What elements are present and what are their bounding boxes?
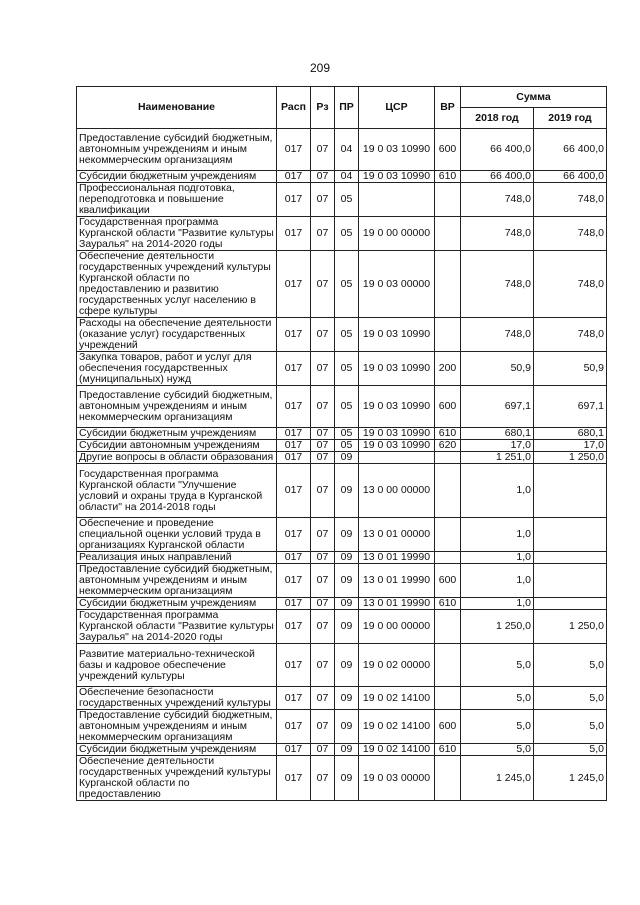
row-name: Развитие материально-технической базы и кадровое обеспечение учреждений культуры (77, 644, 277, 687)
row-2019: 680,1 (534, 428, 607, 440)
row-2018: 748,0 (461, 183, 534, 217)
header-csr: ЦСР (359, 87, 435, 129)
row-rz: 07 (311, 564, 335, 598)
row-rasp: 017 (277, 564, 311, 598)
row-name: Реализация иных направлений (77, 552, 277, 564)
row-name: Субсидии бюджетным учреждениям (77, 428, 277, 440)
row-pr: 05 (335, 386, 359, 428)
row-name: Расходы на обеспечение деятельности (оказание услуг) государственных учреждений (77, 318, 277, 352)
row-csr: 19 0 03 10990 (359, 129, 435, 171)
row-2018: 1 250,0 (461, 610, 534, 644)
row-pr: 09 (335, 744, 359, 756)
row-pr: 09 (335, 598, 359, 610)
row-2019 (534, 552, 607, 564)
row-pr: 09 (335, 518, 359, 552)
table-row (77, 440, 607, 452)
row-rasp: 017 (277, 756, 311, 801)
row-2019: 5,0 (534, 687, 607, 710)
row-name: Профессиональная подготовка, переподготовка и повышение квалификации (77, 183, 277, 217)
row-rasp: 017 (277, 744, 311, 756)
row-name: Обеспечение и проведение специальной оценки условий труда в организациях Курганской области (77, 518, 277, 552)
row-name: Другие вопросы в области образования (77, 452, 277, 464)
row-2018: 748,0 (461, 251, 534, 318)
row-2018: 5,0 (461, 710, 534, 744)
table-row (77, 251, 607, 318)
row-name: Предоставление субсидий бюджетным, автономным учреждениям и иным некоммерческим организациям (77, 564, 277, 598)
row-csr (359, 183, 435, 217)
row-pr: 05 (335, 318, 359, 352)
row-pr: 09 (335, 687, 359, 710)
row-vr: 610 (435, 744, 461, 756)
row-2018: 5,0 (461, 744, 534, 756)
table-row (77, 756, 607, 801)
row-rz: 07 (311, 610, 335, 644)
row-name: Субсидии автономным учреждениям (77, 440, 277, 452)
table-row (77, 564, 607, 598)
row-vr: 620 (435, 440, 461, 452)
row-csr: 13 0 01 19990 (359, 564, 435, 598)
row-2018: 748,0 (461, 217, 534, 251)
row-csr: 19 0 02 14100 (359, 744, 435, 756)
row-rz: 07 (311, 552, 335, 564)
header-2019: 2019 год (534, 108, 607, 129)
row-pr: 09 (335, 552, 359, 564)
row-rz: 07 (311, 251, 335, 318)
row-2019: 1 250,0 (534, 452, 607, 464)
row-vr (435, 183, 461, 217)
row-rz: 07 (311, 217, 335, 251)
row-vr (435, 756, 461, 801)
row-pr: 05 (335, 183, 359, 217)
table-row (77, 710, 607, 744)
row-csr: 19 0 03 10990 (359, 352, 435, 386)
table-row (77, 744, 607, 756)
row-rz: 07 (311, 318, 335, 352)
row-pr: 09 (335, 464, 359, 518)
row-name: Предоставление субсидий бюджетным, автономным учреждениям и иным некоммерческим организациям (77, 129, 277, 171)
row-vr: 600 (435, 129, 461, 171)
row-rasp: 017 (277, 644, 311, 687)
row-vr (435, 217, 461, 251)
table-row (77, 518, 607, 552)
header-rz: Рз (311, 87, 335, 129)
table-row (77, 552, 607, 564)
row-rasp: 017 (277, 251, 311, 318)
row-pr: 09 (335, 644, 359, 687)
row-rasp: 017 (277, 518, 311, 552)
row-csr: 19 0 02 14100 (359, 710, 435, 744)
row-name: Субсидии бюджетным учреждениям (77, 598, 277, 610)
header-sum: Сумма (461, 87, 607, 108)
table-row (77, 217, 607, 251)
row-csr: 19 0 03 10990 (359, 386, 435, 428)
row-2018: 50,9 (461, 352, 534, 386)
row-2018: 1 245,0 (461, 756, 534, 801)
row-2019: 17,0 (534, 440, 607, 452)
row-csr (359, 452, 435, 464)
row-rz: 07 (311, 598, 335, 610)
row-vr: 200 (435, 352, 461, 386)
row-2019 (534, 518, 607, 552)
row-vr (435, 610, 461, 644)
row-2018: 697,1 (461, 386, 534, 428)
table-row (77, 464, 607, 518)
row-rasp: 017 (277, 386, 311, 428)
row-rasp: 017 (277, 183, 311, 217)
row-rz: 07 (311, 518, 335, 552)
row-pr: 05 (335, 217, 359, 251)
table-row (77, 352, 607, 386)
row-rasp: 017 (277, 598, 311, 610)
row-csr: 19 0 03 10990 (359, 171, 435, 183)
row-rz: 07 (311, 710, 335, 744)
row-2019: 748,0 (534, 183, 607, 217)
row-csr: 19 0 02 00000 (359, 644, 435, 687)
row-rasp: 017 (277, 352, 311, 386)
row-rasp: 017 (277, 217, 311, 251)
row-rz: 07 (311, 744, 335, 756)
row-rasp: 017 (277, 710, 311, 744)
row-pr: 05 (335, 428, 359, 440)
header-pr: ПР (335, 87, 359, 129)
row-name: Предоставление субсидий бюджетным, автономным учреждениям и иным некоммерческим организациям (77, 386, 277, 428)
row-2019: 748,0 (534, 251, 607, 318)
header-name: Наименование (77, 87, 277, 129)
row-vr (435, 318, 461, 352)
row-rasp: 017 (277, 318, 311, 352)
table-row (77, 687, 607, 710)
table-row (77, 428, 607, 440)
row-2019: 5,0 (534, 710, 607, 744)
row-rasp: 017 (277, 552, 311, 564)
row-csr: 19 0 03 00000 (359, 251, 435, 318)
row-csr: 19 0 03 10990 (359, 318, 435, 352)
row-2019 (534, 598, 607, 610)
row-rasp: 017 (277, 171, 311, 183)
row-rz: 07 (311, 756, 335, 801)
row-csr: 19 0 03 00000 (359, 756, 435, 801)
row-vr (435, 518, 461, 552)
row-csr: 19 0 02 14100 (359, 687, 435, 710)
row-2019: 50,9 (534, 352, 607, 386)
row-name: Государственная программа Курганской области "Развитие культуры Зауралья" на 2014-2020 годы (77, 217, 277, 251)
row-name: Государственная программа Курганской области "Улучшение условий и охраны труда в Курганской области" на 2014-2018 годы (77, 464, 277, 518)
row-csr: 13 0 01 19990 (359, 552, 435, 564)
row-vr: 610 (435, 428, 461, 440)
row-name: Закупка товаров, работ и услуг для обеспечения государственных (муниципальных) нужд (77, 352, 277, 386)
table-row (77, 386, 607, 428)
row-2018: 1,0 (461, 518, 534, 552)
row-csr: 13 0 01 00000 (359, 518, 435, 552)
row-name: Обеспечение деятельности государственных учреждений культуры Курганской области по предоставлению (77, 756, 277, 801)
row-vr (435, 687, 461, 710)
row-csr: 19 0 03 10990 (359, 428, 435, 440)
row-2019: 1 250,0 (534, 610, 607, 644)
row-csr: 13 0 00 00000 (359, 464, 435, 518)
row-rasp: 017 (277, 610, 311, 644)
header-row (77, 87, 607, 108)
table-row (77, 318, 607, 352)
row-2018: 1,0 (461, 464, 534, 518)
row-name: Субсидии бюджетным учреждениям (77, 171, 277, 183)
row-rz: 07 (311, 183, 335, 217)
row-name: Обеспечение безопасности государственных учреждений культуры (77, 687, 277, 710)
row-2018: 1,0 (461, 598, 534, 610)
row-rz: 07 (311, 129, 335, 171)
row-csr: 19 0 00 00000 (359, 217, 435, 251)
row-rz: 07 (311, 352, 335, 386)
page-number: 209 (309, 61, 331, 75)
row-pr: 05 (335, 251, 359, 318)
row-2019: 66 400,0 (534, 171, 607, 183)
row-2018: 1 251,0 (461, 452, 534, 464)
row-2018: 17,0 (461, 440, 534, 452)
row-vr: 610 (435, 598, 461, 610)
table-row (77, 171, 607, 183)
row-pr: 09 (335, 710, 359, 744)
row-rz: 07 (311, 171, 335, 183)
row-pr: 05 (335, 352, 359, 386)
row-pr: 09 (335, 756, 359, 801)
row-2019 (534, 564, 607, 598)
row-2018: 748,0 (461, 318, 534, 352)
row-2019: 66 400,0 (534, 129, 607, 171)
row-vr: 600 (435, 564, 461, 598)
row-2018: 680,1 (461, 428, 534, 440)
row-2019: 5,0 (534, 644, 607, 687)
row-rz: 07 (311, 687, 335, 710)
row-2018: 1,0 (461, 552, 534, 564)
row-csr: 19 0 00 00000 (359, 610, 435, 644)
row-2019: 5,0 (534, 744, 607, 756)
row-2019: 748,0 (534, 217, 607, 251)
row-2019: 697,1 (534, 386, 607, 428)
row-name: Предоставление субсидий бюджетным, автономным учреждениям и иным некоммерческим организациям (77, 710, 277, 744)
row-pr: 04 (335, 171, 359, 183)
row-name: Обеспечение деятельности государственных учреждений культуры Курганской области по предоставлению и развитию государственных услуг населению в сфере культуры (77, 251, 277, 318)
row-rasp: 017 (277, 428, 311, 440)
budget-table (76, 86, 607, 801)
header-2018: 2018 год (461, 108, 534, 129)
row-csr: 19 0 03 10990 (359, 440, 435, 452)
row-rz: 07 (311, 440, 335, 452)
header-vr: ВР (435, 87, 461, 129)
row-pr: 04 (335, 129, 359, 171)
row-vr: 600 (435, 386, 461, 428)
row-vr: 600 (435, 710, 461, 744)
table-body (77, 129, 607, 801)
row-pr: 09 (335, 564, 359, 598)
row-csr: 13 0 01 19990 (359, 598, 435, 610)
row-2018: 5,0 (461, 687, 534, 710)
table-row (77, 610, 607, 644)
row-vr (435, 251, 461, 318)
table-row (77, 452, 607, 464)
row-2019: 1 245,0 (534, 756, 607, 801)
table-row (77, 644, 607, 687)
row-rasp: 017 (277, 440, 311, 452)
row-vr (435, 452, 461, 464)
row-vr (435, 464, 461, 518)
table-row (77, 129, 607, 171)
row-rz: 07 (311, 428, 335, 440)
row-pr: 09 (335, 452, 359, 464)
row-rz: 07 (311, 464, 335, 518)
row-pr: 05 (335, 440, 359, 452)
row-2019: 748,0 (534, 318, 607, 352)
row-rasp: 017 (277, 129, 311, 171)
header-rasp: Расп (277, 87, 311, 129)
row-2018: 66 400,0 (461, 129, 534, 171)
row-rz: 07 (311, 644, 335, 687)
row-vr: 610 (435, 171, 461, 183)
row-2018: 1,0 (461, 564, 534, 598)
row-name: Субсидии бюджетным учреждениям (77, 744, 277, 756)
table-row (77, 183, 607, 217)
row-2019 (534, 464, 607, 518)
row-2018: 5,0 (461, 644, 534, 687)
row-name: Государственная программа Курганской области "Развитие культуры Зауралья" на 2014-2020 годы (77, 610, 277, 644)
row-rasp: 017 (277, 452, 311, 464)
row-rasp: 017 (277, 687, 311, 710)
row-rasp: 017 (277, 464, 311, 518)
row-pr: 09 (335, 610, 359, 644)
row-2018: 66 400,0 (461, 171, 534, 183)
row-rz: 07 (311, 386, 335, 428)
table-row (77, 598, 607, 610)
row-rz: 07 (311, 452, 335, 464)
row-vr (435, 644, 461, 687)
row-vr (435, 552, 461, 564)
